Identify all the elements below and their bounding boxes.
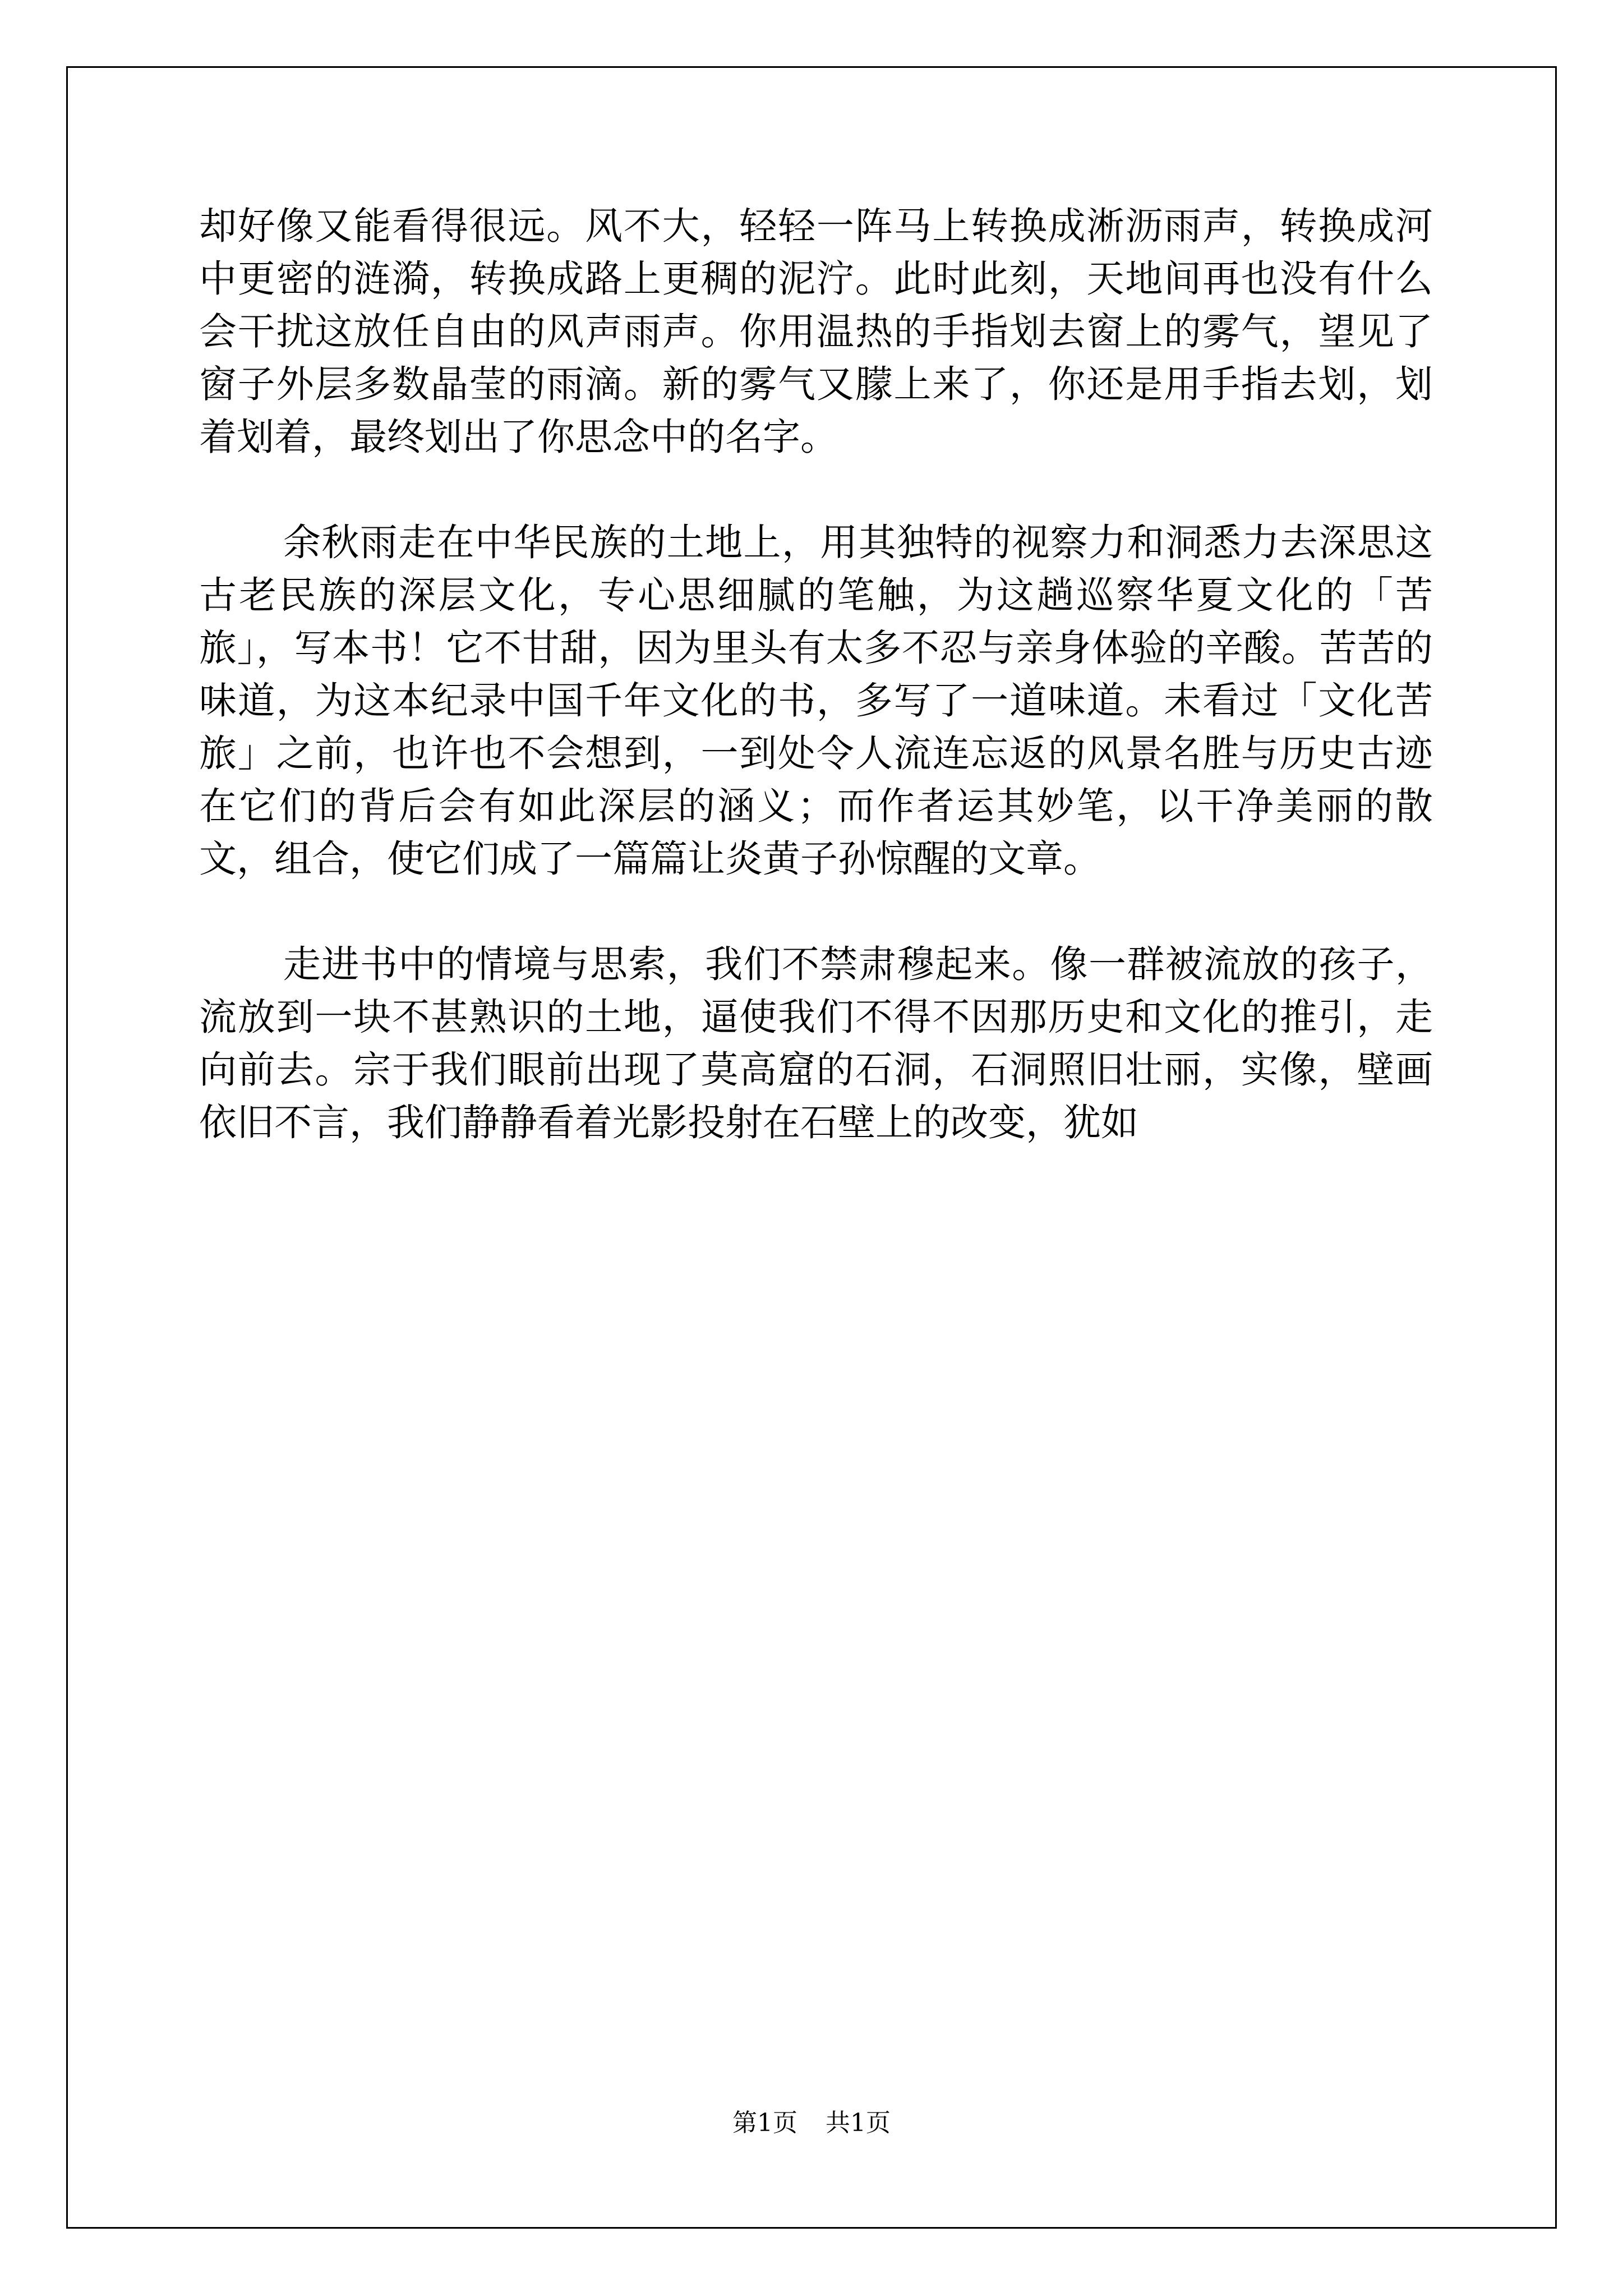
paragraph-1: 却好像又能看得很远。风不大，轻轻一阵马上转换成淅沥雨声，转换成河中更密的涟漪，转换成路上更稠的泥泞。此时此刻，天地间再也没有什么会干扰这放任自由的风声雨声。你用温热的手指划去窗上的雾气，望见了窗子外层多数晶莹的雨滴。新的雾气又朦上来了，你还是用手指去划，划着划着，最终划出了你思念中的名字。: [199, 204, 1433, 459]
page-footer: [0, 2102, 1623, 2138]
document-body: [199, 200, 1433, 1202]
paragraph-3: 走进书中的情境与思索，我们不禁肃穆起来。像一群被流放的孩子，流放到一块不甚熟识的土地，逼使我们不得不因那历史和文化的推引，走向前去。宗于我们眼前出现了莫高窟的石洞，石洞照旧壮丽，实像，壁画依旧不言，我们静静看着光影投射在石壁上的改变，犹如: [199, 942, 1433, 1144]
paragraph-2: 余秋雨走在中华民族的土地上，用其独特的视察力和洞悉力去深思这古老民族的深层文化，专心思细腻的笔触，为这趟巡察华夏文化的「苦旅」，写本书！它不甘甜，因为里头有太多不忍与亲身体验的辛酸。苦苦的味道，为这本纪录中国千年文化的书，多写了一道味道。未看过「文化苦旅」之前，也许也不会想到，一到处令人流连忘返的风景名胜与历史古迹在它们的背后会有如此深层的涵义；而作者运其妙笔，以干净美丽的散文，组合，使它们成了一篇篇让炎黄子孙惊醒的文章。: [199, 521, 1433, 881]
page-number-current: 第1页: [732, 2109, 797, 2137]
page-number-total: 共1页: [826, 2109, 891, 2137]
